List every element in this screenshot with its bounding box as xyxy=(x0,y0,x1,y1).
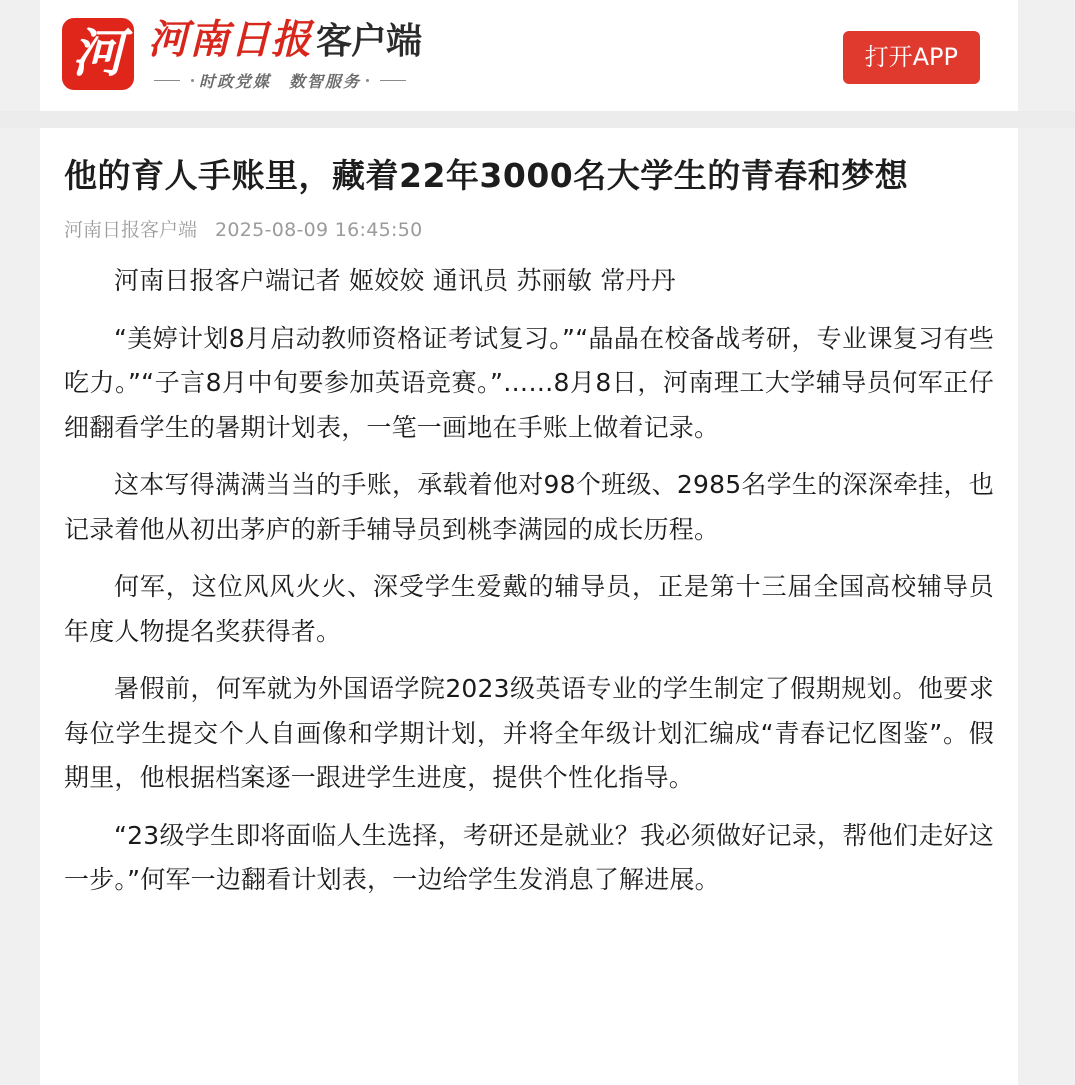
article-paragraph: 这本写得满满当当的手账，承载着他对98个班级、2985名学生的深深牵挂，也记录着他从初出茅庐的新手辅导员到桃李满园的成长历程。 xyxy=(64,470,994,544)
article-card xyxy=(40,128,1018,1085)
article-paragraph: “美婷计划8月启动教师资格证考试复习。”“晶晶在校备战考研，专业课复习有些吃力。”“子言8月中旬要参加英语竞赛。”……8月8日，河南理工大学辅导员何军正仔细翻看学生的暑期计划表，一笔一画地在手账上做着记录。 xyxy=(64,323,994,442)
brand-wordmark xyxy=(148,16,422,63)
brand-wordmark-red: 河南日报 xyxy=(148,16,312,63)
article-timestamp: 2025-08-09 16:45:50 xyxy=(215,218,423,241)
open-app-button[interactable]: 打开APP xyxy=(843,31,980,84)
article-meta xyxy=(64,217,994,244)
brand-logo[interactable] xyxy=(62,18,421,92)
article-paragraph: 暑假前，何军就为外国语学院2023级英语专业的学生制定了假期规划。他要求每位学生提交个人自画像和学期计划，并将全年级计划汇编成“青春记忆图鉴”。假期里，他根据档案逐一跟进学生进度，提供个性化指导。 xyxy=(64,674,994,793)
article-paragraph: 何军，这位风风火火、深受学生爱戴的辅导员，正是第十三届全国高校辅导员年度人物提名奖获得者。 xyxy=(64,572,994,646)
site-header-inner xyxy=(40,0,1018,111)
site-header xyxy=(40,0,1018,111)
tagline-dot-right-icon xyxy=(366,79,369,82)
brand-text-block xyxy=(148,18,421,92)
section-separator xyxy=(0,111,1075,128)
tagline-rule-right-icon xyxy=(380,80,406,81)
brand-wordmark-dark: 客户端 xyxy=(316,21,422,62)
tagline-rule-left-icon xyxy=(154,80,180,81)
brand-badge-char: 河 xyxy=(71,23,124,84)
article-paragraph: “23级学生即将面临人生选择，考研还是就业？我必须做好记录，帮他们走好这一步。”何军一边翻看计划表，一边给学生发消息了解进展。 xyxy=(64,820,994,895)
article-source: 河南日报客户端 xyxy=(64,218,198,241)
article-body xyxy=(64,259,994,903)
tagline-dot-left-icon xyxy=(191,79,194,82)
page-title: 他的育人手账里，藏着22年3000名大学生的青春和梦想 xyxy=(64,156,909,195)
article-paragraph: 河南日报客户端记者 姬姣姣 通讯员 苏丽敏 常丹丹 xyxy=(114,266,676,296)
brand-tagline xyxy=(148,69,421,92)
tagline-text: 时政党媒 数智服务 xyxy=(199,74,362,91)
brand-badge-icon xyxy=(62,18,134,90)
